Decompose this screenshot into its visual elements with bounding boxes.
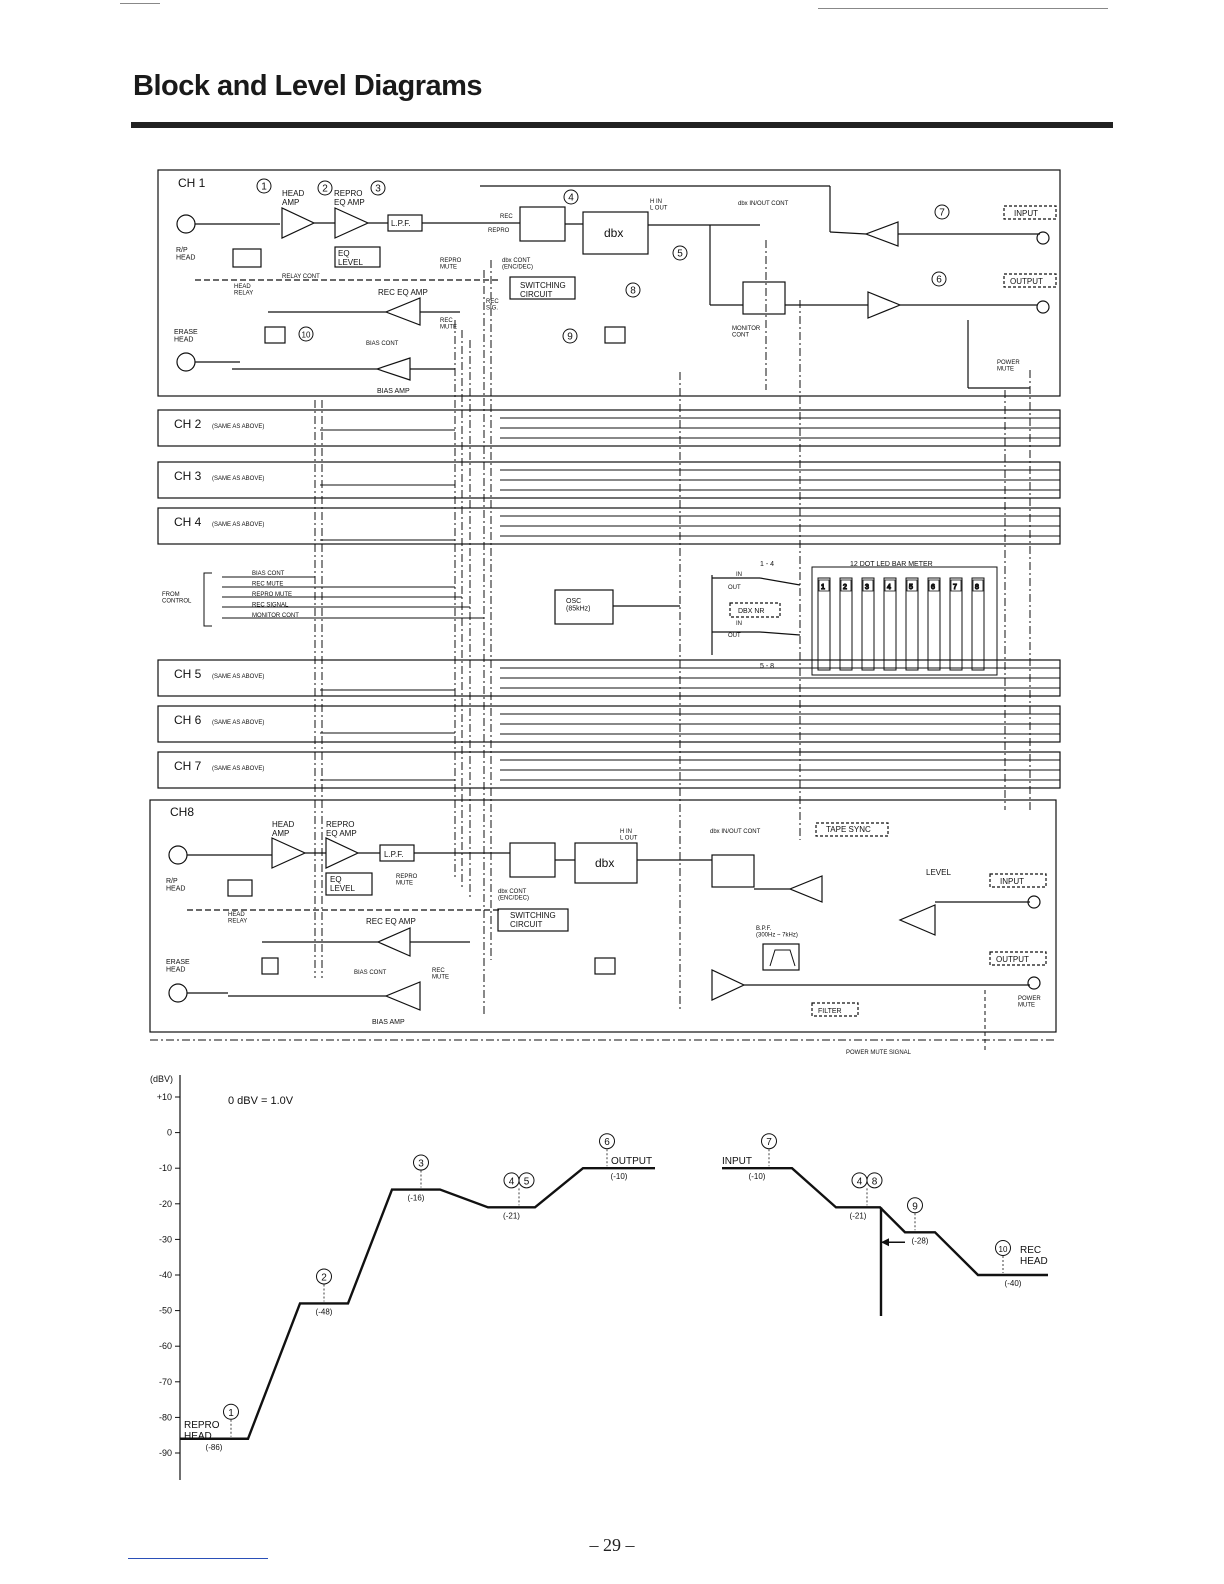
- point-marker-number: 1: [261, 181, 267, 193]
- level-value-label: (-28): [911, 1236, 929, 1246]
- ch8-bias-trim: [262, 958, 278, 974]
- ch8-input-buffer: [790, 876, 822, 902]
- level-point-tag: REPRO HEAD: [184, 1419, 220, 1442]
- osc-label: OSC (85kHz): [566, 598, 591, 613]
- ch8-monitor-switch: [712, 855, 754, 887]
- ch8-h-in-l-out-label: H IN L OUT: [620, 829, 638, 842]
- ch1-label: CH 1: [178, 176, 206, 190]
- ch8-rec-eq-amp-label: REC EQ AMP: [366, 917, 416, 926]
- level-point-number: 3: [418, 1158, 424, 1170]
- ch1-bias-cont-label: BIAS CONT: [366, 341, 399, 347]
- ch1-head-amp: [282, 208, 314, 238]
- level-value-label: (-21): [849, 1211, 867, 1221]
- ch1-rec-mute-label: REC MUTE: [440, 318, 457, 331]
- ch1-dbx-inout-cont-label: dbx IN/OUT CONT: [738, 201, 789, 207]
- ch1-switching-label: SWITCHING CIRCUIT: [520, 281, 566, 299]
- point-marker-number: 5: [677, 248, 683, 260]
- y-tick-label: +10: [156, 1092, 172, 1102]
- point-marker-number: 2: [322, 183, 328, 195]
- ch8-repro-eq-label: REPRO EQ AMP: [326, 820, 357, 838]
- level-diagram-chart: [150, 1074, 1048, 1480]
- channel-label: CH 6: [174, 713, 202, 727]
- ch8-rp-head-label: R/P HEAD: [166, 878, 186, 893]
- y-tick-label: -80: [158, 1412, 172, 1423]
- level-point-tag: REC HEAD: [1020, 1245, 1048, 1267]
- ch1-bias-amp: [377, 358, 410, 380]
- y-tick-label: -30: [158, 1234, 172, 1245]
- from-control-bracket: [204, 573, 212, 626]
- meter-in-top: IN: [736, 572, 742, 578]
- ch8-head-amp: [272, 838, 305, 868]
- level-point-number: 7: [766, 1137, 772, 1149]
- ch1-rec-trim: [605, 327, 625, 343]
- point-marker-number: 7: [939, 207, 945, 219]
- meter-column: [972, 578, 984, 670]
- from-control-signal: REC SIGNAL: [252, 602, 289, 609]
- level-point-number: 6: [604, 1137, 610, 1149]
- level-point-number: 5: [523, 1176, 530, 1188]
- y-tick-label: -40: [158, 1270, 172, 1280]
- point-marker-number: 9: [567, 331, 573, 343]
- ch1-monitor-cont-label: MONITOR CONT: [732, 326, 761, 339]
- meter-digit: 4: [887, 584, 891, 591]
- y-tick-label: -50: [158, 1305, 172, 1316]
- meter-column: [950, 578, 962, 670]
- ch1-rec-label: REC: [500, 214, 513, 220]
- meter-digit: 2: [843, 584, 847, 591]
- level-point-number: 9: [912, 1201, 918, 1213]
- ch8-relay-box: [228, 880, 252, 896]
- channel-label: CH 7: [174, 759, 202, 773]
- page-title: Block and Level Diagrams: [133, 70, 483, 102]
- ch1-switch-box: [520, 207, 565, 241]
- level-point-number: 2: [321, 1272, 327, 1284]
- ch1-bias-trim: [265, 327, 285, 343]
- ch1-relay-box: [233, 249, 261, 267]
- ch8-dbx-inout-cont-label: dbx IN/OUT CONT: [710, 829, 761, 835]
- meter-column: [884, 578, 896, 670]
- ch1-input-amp: [866, 222, 898, 246]
- meter-digit: 8: [975, 584, 979, 591]
- ch1-rec-eq-amp-label: REC EQ AMP: [378, 288, 428, 297]
- meter-column: [862, 578, 874, 670]
- ch8-bpf-box: [763, 944, 799, 970]
- level-point-number: 10: [998, 1245, 1008, 1254]
- channel-label: CH 4: [174, 515, 202, 529]
- meter-column: [928, 578, 940, 670]
- level-value-label: (-40): [1004, 1279, 1022, 1288]
- meter-out-bottom: OUT: [728, 633, 741, 639]
- footer-rule: [128, 1558, 268, 1559]
- ch8-output-amp: [712, 970, 744, 1000]
- meter-column: [840, 578, 852, 670]
- ch1-output-amp: [868, 292, 900, 318]
- meter-range-top: 1 - 4: [760, 561, 775, 568]
- y-tick-label: -70: [158, 1376, 172, 1387]
- ch1-head-relay-label: HEAD RELAY: [234, 284, 254, 297]
- reference-note: 0 dBV = 1.0V: [228, 1095, 294, 1107]
- from-control-signal: MONITOR CONT: [252, 613, 299, 619]
- ch8-repro-eq-amp: [326, 838, 358, 868]
- ch8-filter-label: FILTER: [818, 1008, 842, 1015]
- ch8-level-amp: [900, 905, 935, 935]
- ch1-repro-eq-label: REPRO EQ AMP: [334, 189, 365, 207]
- ch1-repro-mute-label: REPRO MUTE: [440, 258, 462, 271]
- ch8-eq-level-label: EQ LEVEL: [330, 875, 355, 893]
- ch1-dbx-label: dbx: [604, 226, 624, 240]
- ch1-power-mute-label: POWER MUTE: [997, 360, 1020, 373]
- y-tick-label: -90: [158, 1448, 172, 1458]
- channel-note: (SAME AS ABOVE): [212, 720, 265, 726]
- level-point-number: 8: [871, 1176, 878, 1188]
- level-point-tag: INPUT: [722, 1156, 752, 1168]
- meter-dbx-nr: DBX NR: [738, 608, 765, 615]
- ch8-erase-head-label: ERASE HEAD: [166, 959, 190, 974]
- ch1-head-amp-label: HEAD AMP: [282, 189, 305, 207]
- channel-note: (SAME AS ABOVE): [212, 476, 265, 482]
- y-tick-label: -10: [158, 1163, 172, 1174]
- ch1-eq-level-label: EQ LEVEL: [338, 249, 363, 267]
- ch1-output-label: OUTPUT: [1010, 277, 1043, 286]
- level-point-tag: OUTPUT: [611, 1156, 653, 1168]
- ch8-bpf-label: B.P.F. (300Hz ~ 7kHz): [756, 926, 798, 939]
- ch1-monitor-switch: [743, 282, 785, 314]
- ch8-output-label: OUTPUT: [996, 955, 1029, 964]
- level-value-label: (-10): [610, 1172, 628, 1182]
- ch8-power-mute-label: POWER MUTE: [1018, 996, 1041, 1009]
- meter-title: 12 DOT LED BAR METER: [850, 561, 933, 568]
- from-control-signal: BIAS CONT: [252, 571, 285, 577]
- meter-in-bottom: IN: [736, 621, 742, 627]
- from-control-signal: REC MUTE: [252, 581, 284, 588]
- ch8-bias-amp: [386, 982, 420, 1010]
- meter-digit: 6: [931, 584, 935, 591]
- ch8-head-amp-label: HEAD AMP: [272, 820, 295, 838]
- ch1-input-label: INPUT: [1014, 209, 1038, 218]
- meter-digit: 3: [865, 584, 869, 591]
- ch8-rec-eq-amp: [378, 928, 410, 956]
- meter-digit: 5: [909, 584, 913, 591]
- point-marker-number: 4: [568, 192, 574, 204]
- ch8-repro-mute-label: REPRO MUTE: [396, 874, 418, 887]
- meter-range-bottom: 5 - 8: [760, 663, 775, 670]
- ch8-head-relay-label: HEAD RELAY: [228, 912, 248, 925]
- ch8-switching-label: SWITCHING CIRCUIT: [510, 911, 556, 929]
- ch8-bias-cont-label: BIAS CONT: [354, 970, 387, 976]
- ch1-bias-amp-label: BIAS AMP: [377, 388, 410, 395]
- ch8-power-mute-signal-label: POWER MUTE SIGNAL: [846, 1050, 912, 1056]
- ch1-erase-head-label: ERASE HEAD: [174, 329, 198, 344]
- ch1-rec-sig-label: REC SIG.: [486, 299, 499, 312]
- ch1-rp-head-label: R/P HEAD: [176, 247, 196, 262]
- ch1-repro-eq-amp: [335, 208, 368, 238]
- ch8-rec-trim: [595, 958, 615, 974]
- ch1-h-in-l-out-label: H IN L OUT: [650, 199, 668, 212]
- ch1-lpf-label: L.P.F.: [391, 219, 411, 228]
- level-series-line: [180, 1168, 655, 1439]
- channel-label: CH 5: [174, 667, 202, 681]
- channel-label: CH 2: [174, 417, 202, 431]
- ch1-repro-label: REPRO: [488, 228, 510, 234]
- ch8-level-label: LEVEL: [926, 868, 951, 877]
- level-series-line: [722, 1168, 1048, 1275]
- point-marker-number: 3: [375, 183, 381, 195]
- ch8-dbx-label: dbx: [595, 856, 615, 870]
- ch8-tape-sync-label: TAPE SYNC: [826, 825, 871, 834]
- point-marker-number: 8: [630, 285, 636, 297]
- meter-digit: 7: [953, 584, 957, 591]
- meter-digit: 1: [821, 584, 825, 591]
- channel-label: CH 3: [174, 469, 202, 483]
- level-value-label: (-16): [407, 1193, 425, 1203]
- ch8-rec-mute-label: REC MUTE: [432, 968, 449, 981]
- y-tick-label: -20: [158, 1198, 172, 1209]
- point-marker-number: 10: [301, 330, 311, 340]
- meter-column: [818, 578, 830, 670]
- level-value-label: (-21): [503, 1211, 520, 1221]
- y-tick-label: 0: [166, 1127, 172, 1138]
- ch8-label: CH8: [170, 805, 195, 819]
- ch8-switch-box: [510, 843, 555, 877]
- channel-note: (SAME AS ABOVE): [212, 424, 265, 430]
- y-axis-label: (dBV): [150, 1074, 174, 1084]
- y-tick-label: -60: [158, 1341, 172, 1352]
- ch1-dbx-cont-label: dbx CONT (ENC/DEC): [502, 258, 533, 271]
- level-point-number: 4: [856, 1176, 863, 1188]
- level-value-label: (-10): [748, 1172, 766, 1182]
- channel-note: (SAME AS ABOVE): [212, 674, 265, 680]
- ch8-bias-amp-label: BIAS AMP: [372, 1019, 405, 1026]
- level-point-number: 1: [228, 1407, 234, 1419]
- point-marker-number: 6: [936, 274, 942, 286]
- ch8-input-label: INPUT: [1000, 877, 1024, 886]
- level-value-label: (-86): [205, 1442, 223, 1452]
- ch1-rec-eq-amp: [386, 298, 420, 325]
- from-control-signal: REPRO MUTE: [252, 592, 293, 598]
- ch1-relay-cont-label: RELAY CONT: [282, 274, 320, 280]
- meter-out-top: OUT: [728, 585, 741, 591]
- level-point-number: 4: [508, 1176, 515, 1188]
- page-number: – 29 –: [589, 1535, 635, 1555]
- from-control-label: FROM CONTROL: [162, 592, 192, 605]
- ch8-lpf-label: L.P.F.: [384, 850, 404, 859]
- channel-note: (SAME AS ABOVE): [212, 766, 265, 772]
- channel-note: (SAME AS ABOVE): [212, 522, 265, 528]
- meter-column: [906, 578, 918, 670]
- level-value-label: (-48): [315, 1307, 333, 1317]
- ch8-dbx-cont-label: dbx CONT (ENC/DEC): [498, 889, 529, 902]
